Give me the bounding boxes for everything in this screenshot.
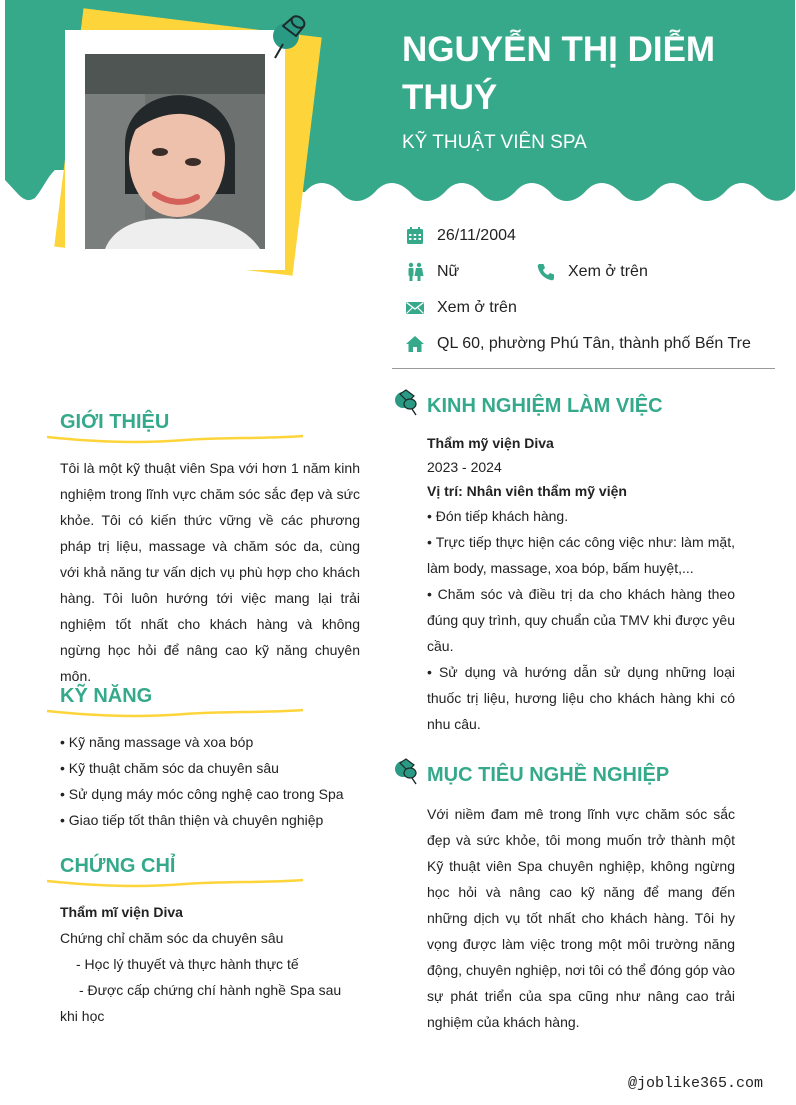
certificate-detail: - Được cấp chứng chí hành nghề Spa sau khi học bbox=[60, 982, 342, 1024]
phone-value: Xem ở trên bbox=[568, 263, 648, 280]
job-title: KỸ THUẬT VIÊN SPA bbox=[402, 132, 587, 153]
phone-icon bbox=[536, 262, 556, 282]
skills-underline bbox=[45, 707, 305, 719]
intro-text: Tôi là một kỹ thuật viên Spa với hơn 1 năm kinh nghiệm trong lĩnh vực chăm sóc sắc đẹp và sức khỏe. Tôi có kiến thức vững về các phương pháp trị liệu, massage và chăm sóc da, cùng với khả năng tư vấn dịch vụ phù hợp cho khách hàng. Tôi luôn hướng tới việc mang lại trải nghiệm tốt nhất cho khách hàng và không ngừng học hỏi để nâng cao kỹ năng chuyên môn. bbox=[60, 460, 360, 684]
pushpin-icon bbox=[266, 14, 310, 62]
gender-value: Nữ bbox=[437, 263, 460, 280]
email-value: Xem ở trên bbox=[437, 299, 517, 316]
skills-list bbox=[60, 729, 360, 833]
address-value: QL 60, phường Phú Tân, thành phố Bến Tre bbox=[437, 335, 751, 352]
experience-title: KINH NGHIỆM LÀM VIỆC bbox=[427, 395, 663, 417]
skill-item: • Giao tiếp tốt thân thiện và chuyên nghiệp bbox=[60, 812, 324, 828]
objective-text: Với niềm đam mê trong lĩnh vực chăm sóc sắc đẹp và sức khỏe, tôi mong muốn trở thành một Kỹ thuật viên Spa chuyên nghiệp, không ngừng học hỏi và nâng cao kỹ năng để mang đến những dịch vụ tốt nhất cho khách hàng. Tôi hy vọng được làm việc trong một môi trường năng động, chuyên nghiệp, nơi tôi có thể đóng góp vào sự phát triển của spa cũng như nâng cao trải nghiệm của khách hàng. bbox=[427, 806, 735, 1030]
experience-duty: • Trực tiếp thực hiện các công việc như: làm mặt, làm body, massage, xoa bóp, bấm huyệt,... bbox=[427, 534, 735, 576]
intro-title: GIỚI THIỆU bbox=[60, 411, 170, 433]
experience-position: Vị trí: Nhân viên thẩm mỹ viện bbox=[427, 483, 627, 499]
contact-divider bbox=[392, 368, 775, 369]
contact-email bbox=[405, 298, 517, 318]
skill-item: • Kỹ thuật chăm sóc da chuyên sâu bbox=[60, 760, 279, 776]
contact-phone bbox=[536, 262, 648, 282]
experience-duty: • Sử dụng và hướng dẫn sử dụng những loại thuốc trị liệu, hương liệu cho khách hàng khi có nhu câu. bbox=[427, 664, 735, 732]
gender-icon bbox=[405, 262, 425, 282]
skill-item: • Sử dụng máy móc công nghệ cao trong Spa bbox=[60, 786, 344, 802]
calendar-icon bbox=[405, 226, 425, 246]
home-icon bbox=[405, 334, 425, 354]
experience-block bbox=[427, 431, 735, 737]
experience-duty: • Đón tiếp khách hàng. bbox=[427, 508, 569, 524]
objective-title: MỤC TIÊU NGHỀ NGHIỆP bbox=[427, 764, 670, 786]
profile-photo bbox=[85, 54, 265, 249]
skill-item: • Kỹ năng massage và xoa bóp bbox=[60, 734, 254, 750]
certificate-name: Chứng chỉ chăm sóc da chuyên sâu bbox=[60, 930, 284, 946]
experience-period: 2023 - 2024 bbox=[427, 459, 502, 475]
experience-company: Thẩm mỹ viện Diva bbox=[427, 435, 554, 451]
certificates-block bbox=[60, 899, 360, 1029]
certificates-title: CHỨNG CHỈ bbox=[60, 855, 176, 877]
certificates-underline bbox=[45, 877, 305, 889]
full-name: NGUYỄN THỊ DIỄM THUÝ bbox=[402, 30, 716, 117]
contact-gender bbox=[405, 262, 459, 282]
contact-birthday bbox=[405, 226, 516, 246]
skills-title: KỸ NĂNG bbox=[60, 685, 153, 707]
pushpin-icon bbox=[392, 757, 418, 787]
mail-icon bbox=[405, 298, 425, 318]
certificate-org: Thẩm mĩ viện Diva bbox=[60, 904, 183, 920]
contact-address bbox=[405, 334, 751, 354]
footer-watermark: @joblike365.com bbox=[627, 1075, 763, 1092]
birthday-value: 26/11/2004 bbox=[437, 227, 516, 244]
pushpin-icon bbox=[392, 388, 418, 418]
experience-duty: • Chăm sóc và điều trị da cho khách hàng theo đúng quy trình, quy chuẩn của TMV khi được yêu cầu. bbox=[427, 586, 735, 654]
intro-underline bbox=[45, 433, 305, 445]
certificate-detail: - Học lý thuyết và thực hành thực tế bbox=[76, 956, 299, 972]
